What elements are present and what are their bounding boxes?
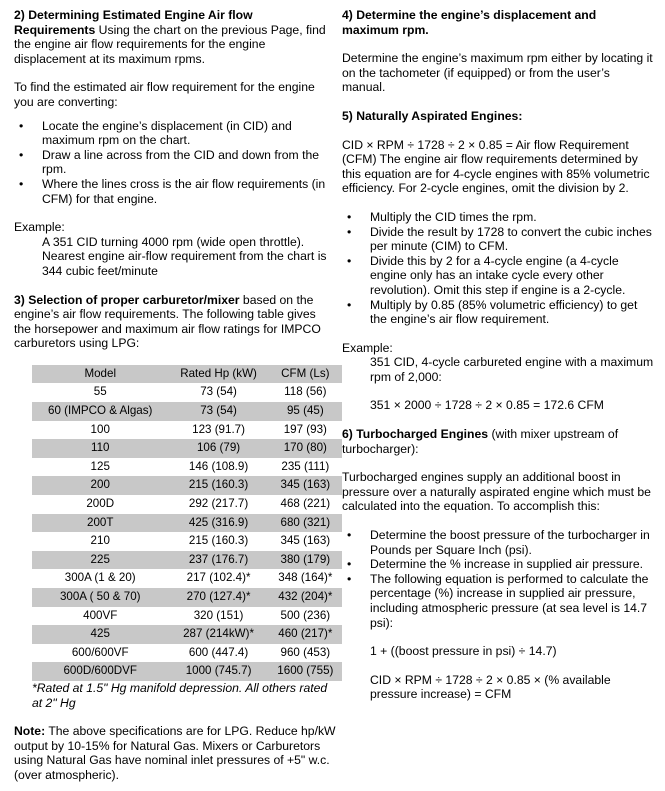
section-5-example-label: Example: (342, 340, 393, 355)
note-label: Note: (14, 724, 46, 739)
table-cell: 600 (447.4) (188, 645, 249, 659)
table-cell: 125 (90, 459, 110, 473)
table-row (32, 607, 342, 626)
table-cell: 400VF (83, 608, 118, 622)
table-cell: 680 (321) (269, 514, 342, 533)
section-3-text: based on the engine’s air flow requirements. The following table gives the horsepower and maximum air flow ratings for IMPCO carburetors using LPG: (14, 292, 321, 351)
table-row (32, 532, 342, 551)
list-item: • Multiply the CID times the rpm. (342, 210, 656, 225)
section-5-text: CID × RPM ÷ 1728 ÷ 2 × 0.85 = Air flow Requirement (CFM) The engine air flow requirements determined by this equation are for 4-cycle engines with 85% volumetric efficiency. For 2-cycle engines, omit the division by 2. (342, 137, 650, 196)
table-cell: 200T (32, 514, 168, 533)
table-cell: 118 (56) (284, 385, 327, 399)
table-cell: 60 (IMPCO & Algas) (32, 402, 168, 421)
table-cell: 146 (108.9) (188, 459, 249, 473)
table-header-row (32, 365, 342, 384)
table-cell: 287 (214kW)* (168, 625, 268, 644)
table-row (32, 625, 342, 644)
table-cell: 225 (32, 551, 168, 570)
section-4-text: Determine the engine’s maximum rpm either by locating it on the tachometer (if equipped) or from the user’s manual. (342, 51, 653, 95)
table-row (32, 662, 342, 681)
section-6 (342, 427, 656, 456)
list-item: • Determine the boost pressure of the turbocharger in Pounds per Square Inch (psi). (342, 528, 656, 557)
table-cell: 960 (453) (280, 645, 331, 659)
section-5-heading: 5) Naturally Aspirated Engines: (342, 108, 523, 123)
section-5-steps (342, 210, 656, 327)
list-item: • Divide the result by 1728 to convert the cubic inches per minute (CIM) to CFM. (342, 225, 656, 254)
note-text: The above specifications are for LPG. Reduce hp/kW output by 10-15% for Natural Gas. Mixers or Carburetors using Natural Gas have nominal inlet pressures of +5" w.c. (over atmospheric). (14, 724, 336, 782)
table-row (32, 495, 342, 514)
column-header-cfm: CFM (Ls) (269, 365, 342, 384)
table-cell: 500 (236) (280, 608, 331, 622)
table-row (32, 644, 342, 663)
table-cell: 200 (32, 476, 168, 495)
list-item: • Determine the % increase in supplied air pressure. (342, 557, 656, 572)
table-cell: 95 (45) (269, 402, 342, 421)
section-3 (14, 293, 336, 351)
table-cell: 300A (1 & 20) (64, 571, 136, 585)
section-2-steps (14, 119, 336, 207)
table-cell: 200D (86, 497, 115, 511)
section-6-steps (342, 528, 656, 630)
table-cell: 425 (316.9) (168, 514, 268, 533)
table-row (32, 458, 342, 477)
list-item: • Locate the engine’s displacement (in CID) and maximum rpm on the chart. (14, 119, 336, 148)
table-row (32, 383, 342, 402)
right-column (342, 8, 656, 702)
table-cell: 110 (32, 439, 168, 458)
table-row (32, 439, 342, 458)
table-cell: 73 (54) (168, 402, 268, 421)
table-cell: 1000 (745.7) (168, 662, 268, 681)
column-header-hp: Rated Hp (kW) (168, 365, 268, 384)
section-5-example-equation: 351 × 2000 ÷ 1728 ÷ 2 × 0.85 = 172.6 CFM (370, 398, 604, 413)
table-cell: 215 (160.3) (168, 476, 268, 495)
list-item: • Multiply by 0.85 (85% volumetric efficiency) to get the engine’s air flow requirement. (342, 298, 656, 327)
table-cell: 1600 (755) (269, 662, 342, 681)
table-cell: 320 (151) (193, 608, 244, 622)
section-2-heading: 2) Determining Estimated Engine Air flow Requirements (14, 8, 253, 37)
section-3-heading: 3) Selection of proper carburetor/mixer (14, 292, 240, 307)
section-5-example-text: 351 CID, 4-cycle carbureted engine with a maximum rpm of 2,000: (370, 355, 654, 384)
section-2-example-text: A 351 CID turning 4000 rpm (wide open throttle). Nearest engine air-flow requirement from the chart is 344 cubic feet/minute (42, 234, 327, 278)
table-cell: 237 (176.7) (168, 551, 268, 570)
table-cell: 73 (54) (200, 385, 237, 399)
table-row (32, 402, 342, 421)
note (14, 724, 336, 782)
table-cell: 345 (163) (269, 476, 342, 495)
column-header-model: Model (32, 365, 168, 384)
section-2-intro: To find the estimated air flow requirement for the engine you are converting: (14, 80, 315, 109)
table-cell: 345 (163) (280, 534, 331, 548)
section-6-heading: 6) Turbocharged Engines (342, 427, 489, 442)
table-cell: 215 (160.3) (188, 534, 249, 548)
table-row (32, 551, 342, 570)
table-cell: 600/600VF (71, 645, 129, 659)
table-row (32, 569, 342, 588)
table-cell: 380 (179) (269, 551, 342, 570)
table-row (32, 476, 342, 495)
carburetor-spec-table (32, 365, 342, 681)
left-column (14, 8, 336, 783)
table-cell: 170 (80) (269, 439, 342, 458)
table-cell: 468 (221) (280, 497, 331, 511)
table-cell: 600D/600DVF (32, 662, 168, 681)
table-cell: 217 (102.4)* (186, 571, 251, 585)
table-row (32, 588, 342, 607)
table-cell: 197 (93) (283, 422, 327, 436)
list-item: • Divide this by 2 for a 4-cycle engine (a 4-cycle engine only has an intake cycle every other revolution). Omit this step if engine is a 2-cycle. (342, 254, 656, 298)
table-cell: 55 (93, 385, 107, 399)
list-item: • The following equation is performed to calculate the percentage (%) increase in supplied air pressure, including atmospheric pressure (at sea level is 14.7 psi): (342, 572, 656, 630)
table-cell: 425 (32, 625, 168, 644)
section-6-equation-1: 1 + ((boost pressure in psi) ÷ 14.7) (370, 644, 557, 659)
table-row (32, 514, 342, 533)
table-cell: 348 (164)* (278, 571, 333, 585)
section-2-text: Using the chart on the previous Page, find the engine air flow requirements for the engine displacement at its maximum rpms. (14, 22, 326, 66)
section-2 (14, 8, 336, 66)
table-cell: 106 (79) (168, 439, 268, 458)
table-row (32, 421, 342, 440)
table-cell: 300A ( 50 & 70) (32, 588, 168, 607)
table-cell: 432 (204)* (269, 588, 342, 607)
table-footnote: *Rated at 1.5" Hg manifold depression. All others rated at 2" Hg (32, 680, 328, 710)
table-cell: 123 (91.7) (192, 422, 245, 436)
list-item: • Draw a line across from the CID and down from the rpm. (14, 148, 336, 177)
table-cell: 235 (111) (281, 459, 330, 473)
table-cell: 270 (127.4)* (168, 588, 268, 607)
section-6-text: Turbocharged engines supply an additional boost in pressure over a naturally aspirated engine which must be calculated into the equation. To accomplish this: (342, 470, 651, 514)
table-cell: 292 (217.7) (188, 497, 249, 511)
table-cell: 100 (90, 422, 110, 436)
list-item: • Where the lines cross is the air flow requirements (in CFM) for that engine. (14, 177, 336, 206)
section-2-example-label: Example: (14, 220, 65, 235)
table-cell: 210 (90, 534, 110, 548)
section-6-equation-2: CID × RPM ÷ 1728 ÷ 2 × 0.85 × (% available pressure increase) = CFM (370, 672, 611, 702)
table-cell: 460 (217)* (269, 625, 342, 644)
section-4-heading: 4) Determine the engine’s displacement and maximum rpm. (342, 8, 597, 37)
section-6-heading-suffix: (with mixer upstream of turbocharger): (342, 427, 619, 456)
